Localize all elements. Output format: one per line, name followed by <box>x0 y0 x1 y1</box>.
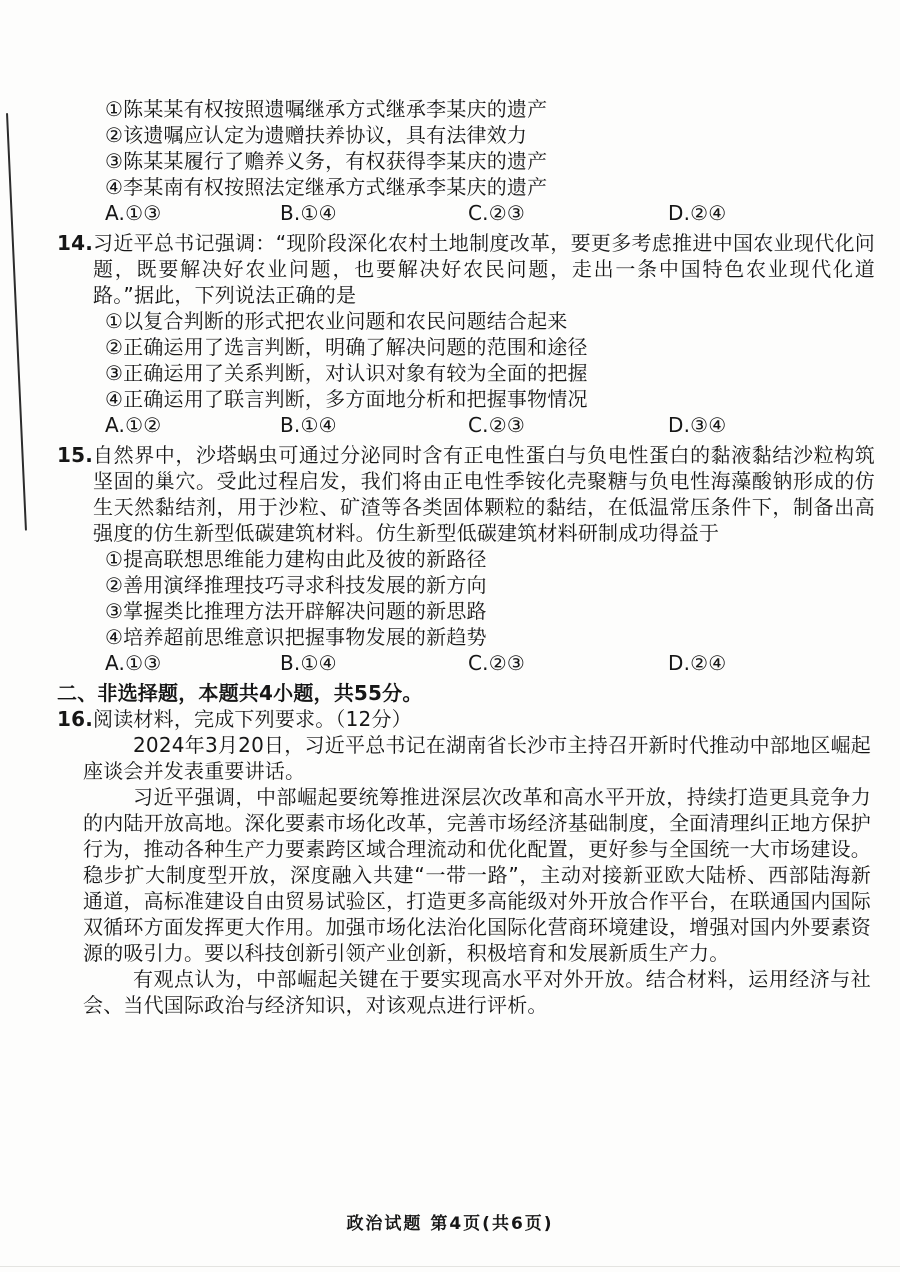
q16-paragraph-3: 有观点认为，中部崛起关键在于要实现高水平对外开放。结合材料，运用经济与社会、当代国际政治与经济知识，对该观点进行评析。 <box>83 967 871 1017</box>
scan-edge-artifact <box>6 113 27 531</box>
page-footer: 政治试题 第4页(共6页) <box>346 1214 554 1234</box>
q16-paragraph-1: 2024年3月20日，习近平总书记在湖南省长沙市主持召开新时代推动中部地区崛起座谈会并发表重要讲话。 <box>83 733 871 783</box>
q14-options-row <box>105 412 875 438</box>
q13-statement-4: ④李某南有权按照法定继承方式继承李某庆的遗产 <box>105 175 548 199</box>
q13-options-row <box>105 200 875 226</box>
q15-statement-2: ②善用演绎推理技巧寻求科技发展的新方向 <box>105 573 487 597</box>
q14-number: 14. <box>57 231 94 255</box>
q15-options-row <box>105 650 875 676</box>
q15-stem: 自然界中，沙塔蜗虫可通过分泌同时含有正电性蛋白与负电性蛋白的黏液黏结沙粒构筑坚固的巢穴。受此过程启发，我们将由正电性季铵化壳聚糖与负电性海藻酸钠形成的仿生天然黏结剂，用于沙粒、矿渣等各类固体颗粒的黏结，在低温常压条件下，制备出高强度的仿生新型低碳建筑材料。仿生新型低碳建筑材料研制成功得益于 <box>93 443 875 545</box>
q15-statement-4: ④培养超前思维意识把握事物发展的新趋势 <box>105 625 487 649</box>
section-2-heading: 二、非选择题，本题共4小题，共55分。 <box>57 681 423 705</box>
q15-statement-3: ③掌握类比推理方法开辟解决问题的新思路 <box>105 599 487 623</box>
question-16 <box>57 706 875 1018</box>
q15-statement-1: ①提高联想思维能力建构由此及彼的新路径 <box>105 547 487 571</box>
question-15 <box>57 442 875 676</box>
q16-intro-row <box>57 706 875 732</box>
q15-option-d: D.②④ <box>668 651 727 675</box>
q13-option-a: A.①③ <box>105 201 162 225</box>
q14-statement-3: ③正确运用了关系判断，对认识对象有较为全面的把握 <box>105 361 588 385</box>
q13-option-c: C.②③ <box>468 201 525 225</box>
scan-bottom-edge <box>0 1266 900 1267</box>
q14-stem: 习近平总书记强调：“现阶段深化农村土地制度改革，要更多考虑推进中国农业现代化问题，既要解决好农业问题，也要解决好农民问题，走出一条中国特色农业现代化道路。”据此，下列说法正确的是 <box>93 231 875 307</box>
q13-statement-2: ②该遗嘱应认定为遗赠扶养协议，具有法律效力 <box>105 123 528 147</box>
q13-statement-1: ①陈某某有权按照遗嘱继承方式继承李某庆的遗产 <box>105 97 548 121</box>
page-content <box>57 96 875 1022</box>
question-13-tail <box>57 96 875 226</box>
q16-paragraph-2: 习近平强调，中部崛起要统筹推进深层次改革和高水平开放，持续打造更具竞争力的内陆开放高地。深化要素市场化改革，完善市场经济基础制度，全面清理纠正地方保护行为，推动各种生产力要素跨区域合理流动和优化配置，更好参与全国统一大市场建设。稳步扩大制度型开放，深度融入共建“一带一路”，主动对接新亚欧大陆桥、西部陆海新通道，高标准建设自由贸易试验区，打造更多高能级对外开放合作平台，在联通国内国际双循环方面发挥更大作用。加强市场化法治化国际化营商环境建设，增强对国内外要素资源的吸引力。要以科技创新引领产业创新，积极培育和发展新质生产力。 <box>83 785 871 965</box>
q14-option-c: C.②③ <box>468 413 525 437</box>
q15-number: 15. <box>57 443 94 467</box>
q13-statement-3: ③陈某某履行了赡养义务，有权获得李某庆的遗产 <box>105 149 548 173</box>
q16-intro: 阅读材料，完成下列要求。（12分） <box>93 707 412 731</box>
q15-option-a: A.①③ <box>105 651 162 675</box>
q13-option-d: D.②④ <box>668 201 727 225</box>
q15-option-c: C.②③ <box>468 651 525 675</box>
q14-option-a: A.①② <box>105 413 162 437</box>
q14-statement-4: ④正确运用了联言判断，多方面地分析和把握事物情况 <box>105 387 588 411</box>
q15-stem-row <box>57 442 875 546</box>
q14-stem-row <box>57 230 875 308</box>
q13-option-b: B.①④ <box>280 201 337 225</box>
q16-number: 16. <box>57 707 94 731</box>
q14-statement-2: ②正确运用了选言判断，明确了解决问题的范围和途径 <box>105 335 588 359</box>
q14-option-d: D.③④ <box>668 413 727 437</box>
q15-option-b: B.①④ <box>280 651 337 675</box>
question-14 <box>57 230 875 438</box>
q14-option-b: B.①④ <box>280 413 337 437</box>
q14-statement-1: ①以复合判断的形式把农业问题和农民问题结合起来 <box>105 309 568 333</box>
